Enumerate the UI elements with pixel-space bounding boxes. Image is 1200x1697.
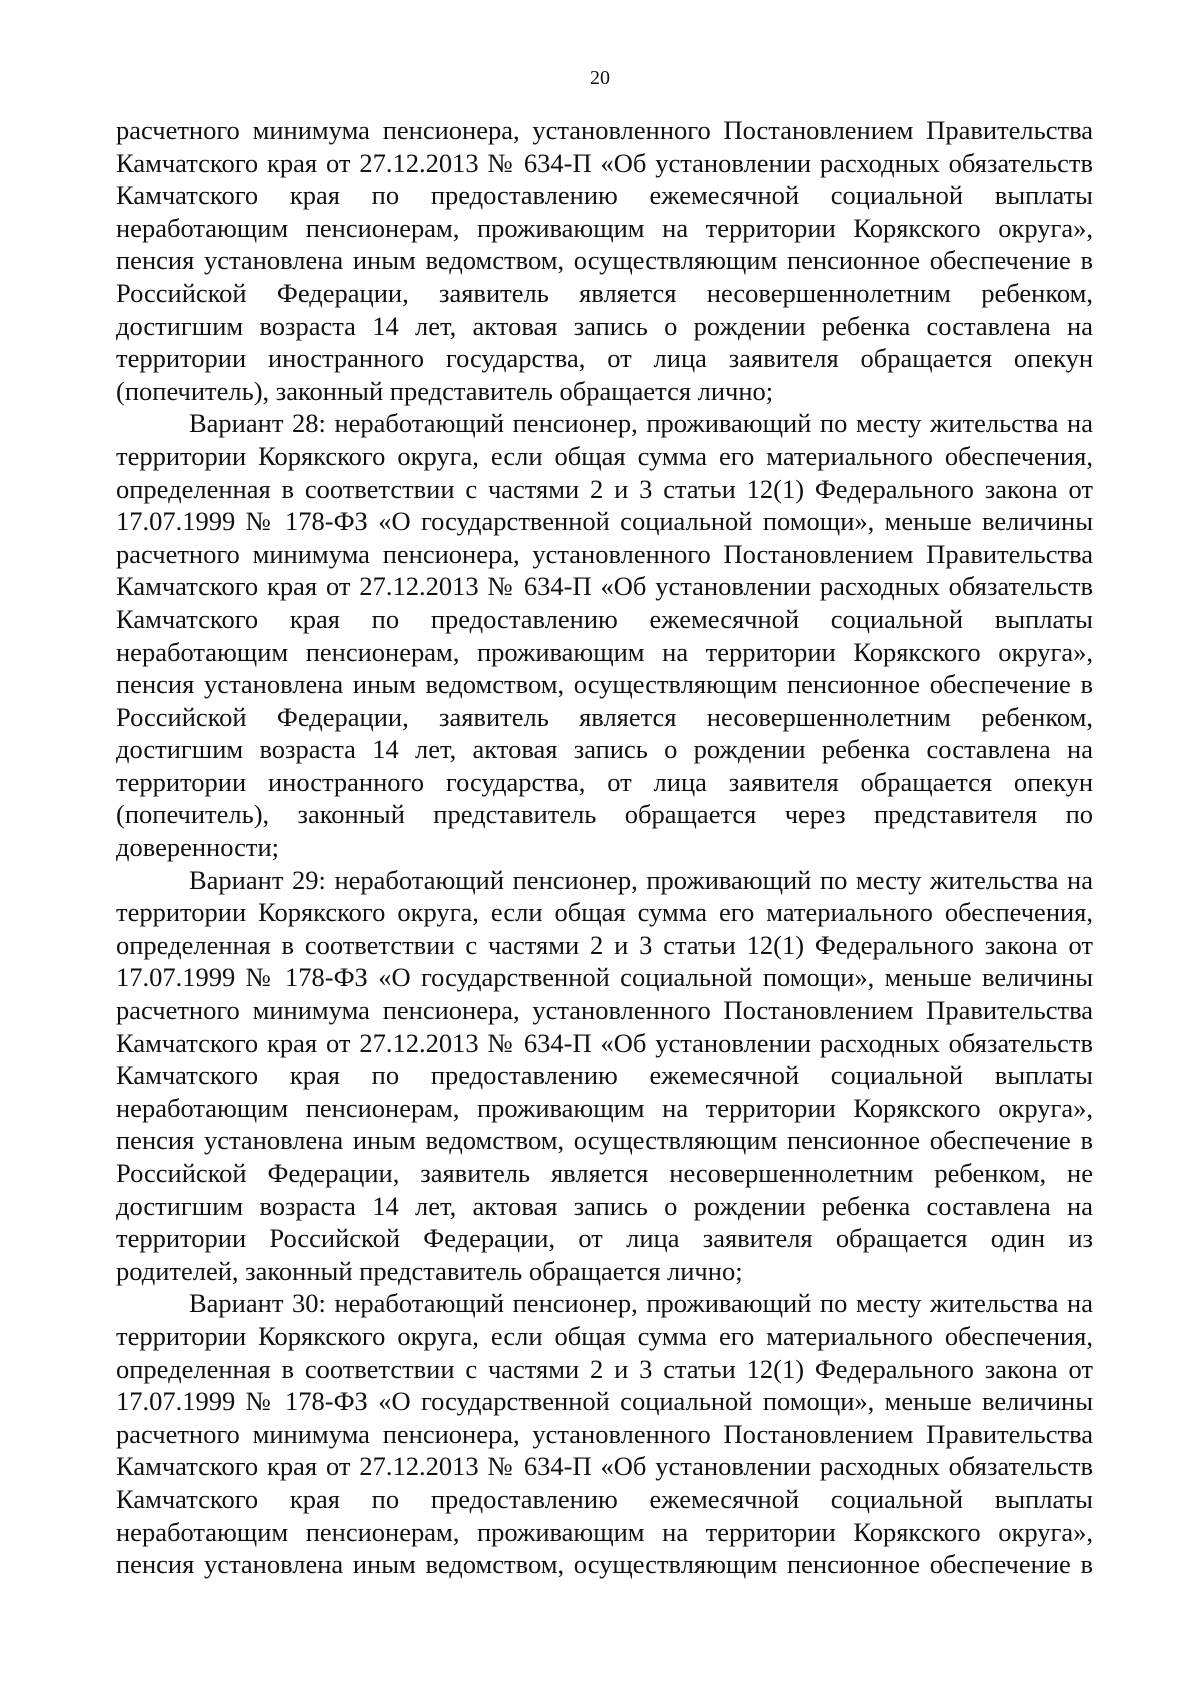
- text-line: Российской Федерации, заявитель является несовершеннолетним ребенком, не: [116, 1158, 1093, 1188]
- text-line: 17.07.1999 № 178-ФЗ «О государственной социальной помощи», меньше величины: [116, 1386, 1093, 1417]
- text-line: 17.07.1999 № 178-ФЗ «О государственной социальной помощи», меньше величины: [116, 506, 1093, 537]
- text-line: расчетного минимума пенсионера, установленного Постановлением Правительства: [116, 538, 1093, 569]
- text-line: Камчатского края от 27.12.2013 № 634-П «Об установлении расходных обязательств: [116, 1027, 1093, 1058]
- text-line: неработающим пенсионерам, проживающим на территории Корякского округа»,: [116, 1516, 1093, 1547]
- text-line: Камчатского края по предоставлению ежемесячной социальной выплаты: [116, 1060, 1093, 1091]
- text-line: (попечитель), законный представитель обращается лично;: [116, 375, 774, 406]
- text-line: расчетного минимума пенсионера, установленного Постановлением Правительства: [116, 115, 1093, 145]
- document-body: [116, 114, 1093, 1581]
- text-line: Камчатского края по предоставлению ежемесячной социальной выплаты: [116, 1483, 1093, 1514]
- text-line: территории Корякского округа, если общая сумма его материального обеспечения,: [116, 897, 1093, 928]
- text-line: Российской Федерации, заявитель является несовершеннолетним ребенком,: [116, 701, 1093, 732]
- text-line: Вариант 29: неработающий пенсионер, проживающий по месту жительства на: [189, 864, 1093, 895]
- page-number: 20: [590, 67, 610, 89]
- text-line: Камчатского края по предоставлению ежемесячной социальной выплаты: [116, 180, 1093, 211]
- text-line: неработающим пенсионерам, проживающим на территории Корякского округа»,: [116, 212, 1093, 243]
- text-line: территории Корякского округа, если общая сумма его материального обеспечения,: [116, 440, 1093, 471]
- text-line: пенсия установлена иным ведомством, осуществляющим пенсионное обеспечение в: [116, 1549, 1093, 1580]
- text-line: неработающим пенсионерам, проживающим на территории Корякского округа»,: [116, 636, 1093, 667]
- text-line: Камчатского края по предоставлению ежемесячной социальной выплаты: [116, 603, 1093, 634]
- text-line: Вариант 30: неработающий пенсионер, проживающий по месту жительства на: [189, 1288, 1093, 1319]
- text-line: Камчатского края от 27.12.2013 № 634-П «Об установлении расходных обязательств: [116, 571, 1093, 602]
- text-line: территории иностранного государства, от лица заявителя обращается опекун: [116, 343, 1093, 374]
- text-line: Камчатского края от 27.12.2013 № 634-П «Об установлении расходных обязательств: [116, 147, 1093, 178]
- text-line: Вариант 28: неработающий пенсионер, проживающий по месту жительства на: [189, 408, 1093, 439]
- text-line: определенная в соответствии с частями 2 и 3 статьи 12(1) Федерального закона от: [116, 473, 1093, 504]
- text-line: пенсия установлена иным ведомством, осуществляющим пенсионное обеспечение в: [116, 669, 1093, 700]
- text-line: достигшим возраста 14 лет, актовая запись о рождении ребенка составлена на: [116, 1190, 1093, 1221]
- text-line: определенная в соответствии с частями 2 и 3 статьи 12(1) Федерального закона от: [116, 929, 1093, 960]
- text-line: территории иностранного государства, от лица заявителя обращается опекун: [116, 766, 1093, 797]
- text-line: территории Корякского округа, если общая сумма его материального обеспечения,: [116, 1320, 1093, 1351]
- text-line: достигшим возраста 14 лет, актовая запись о рождении ребенка составлена на: [116, 734, 1093, 765]
- text-line: (попечитель), законный представитель обращается через представителя по: [116, 799, 1093, 830]
- text-line: родителей, законный представитель обращается лично;: [116, 1255, 743, 1286]
- text-line: Российской Федерации, заявитель является несовершеннолетним ребенком,: [116, 277, 1093, 308]
- text-line: определенная в соответствии с частями 2 и 3 статьи 12(1) Федерального закона от: [116, 1353, 1093, 1384]
- text-line: пенсия установлена иным ведомством, осуществляющим пенсионное обеспечение в: [116, 245, 1093, 276]
- text-line: пенсия установлена иным ведомством, осуществляющим пенсионное обеспечение в: [116, 1125, 1093, 1156]
- text-line: 17.07.1999 № 178-ФЗ «О государственной социальной помощи», меньше величины: [116, 962, 1093, 993]
- text-line: неработающим пенсионерам, проживающим на территории Корякского округа»,: [116, 1092, 1093, 1123]
- text-line: достигшим возраста 14 лет, актовая запись о рождении ребенка составлена на: [116, 310, 1093, 341]
- text-line: расчетного минимума пенсионера, установленного Постановлением Правительства: [116, 1418, 1093, 1449]
- text-line: расчетного минимума пенсионера, установленного Постановлением Правительства: [116, 995, 1093, 1026]
- text-line: территории Российской Федерации, от лица заявителя обращается один из: [116, 1223, 1093, 1254]
- text-line: доверенности;: [116, 832, 280, 863]
- text-line: Камчатского края от 27.12.2013 № 634-П «Об установлении расходных обязательств: [116, 1451, 1093, 1482]
